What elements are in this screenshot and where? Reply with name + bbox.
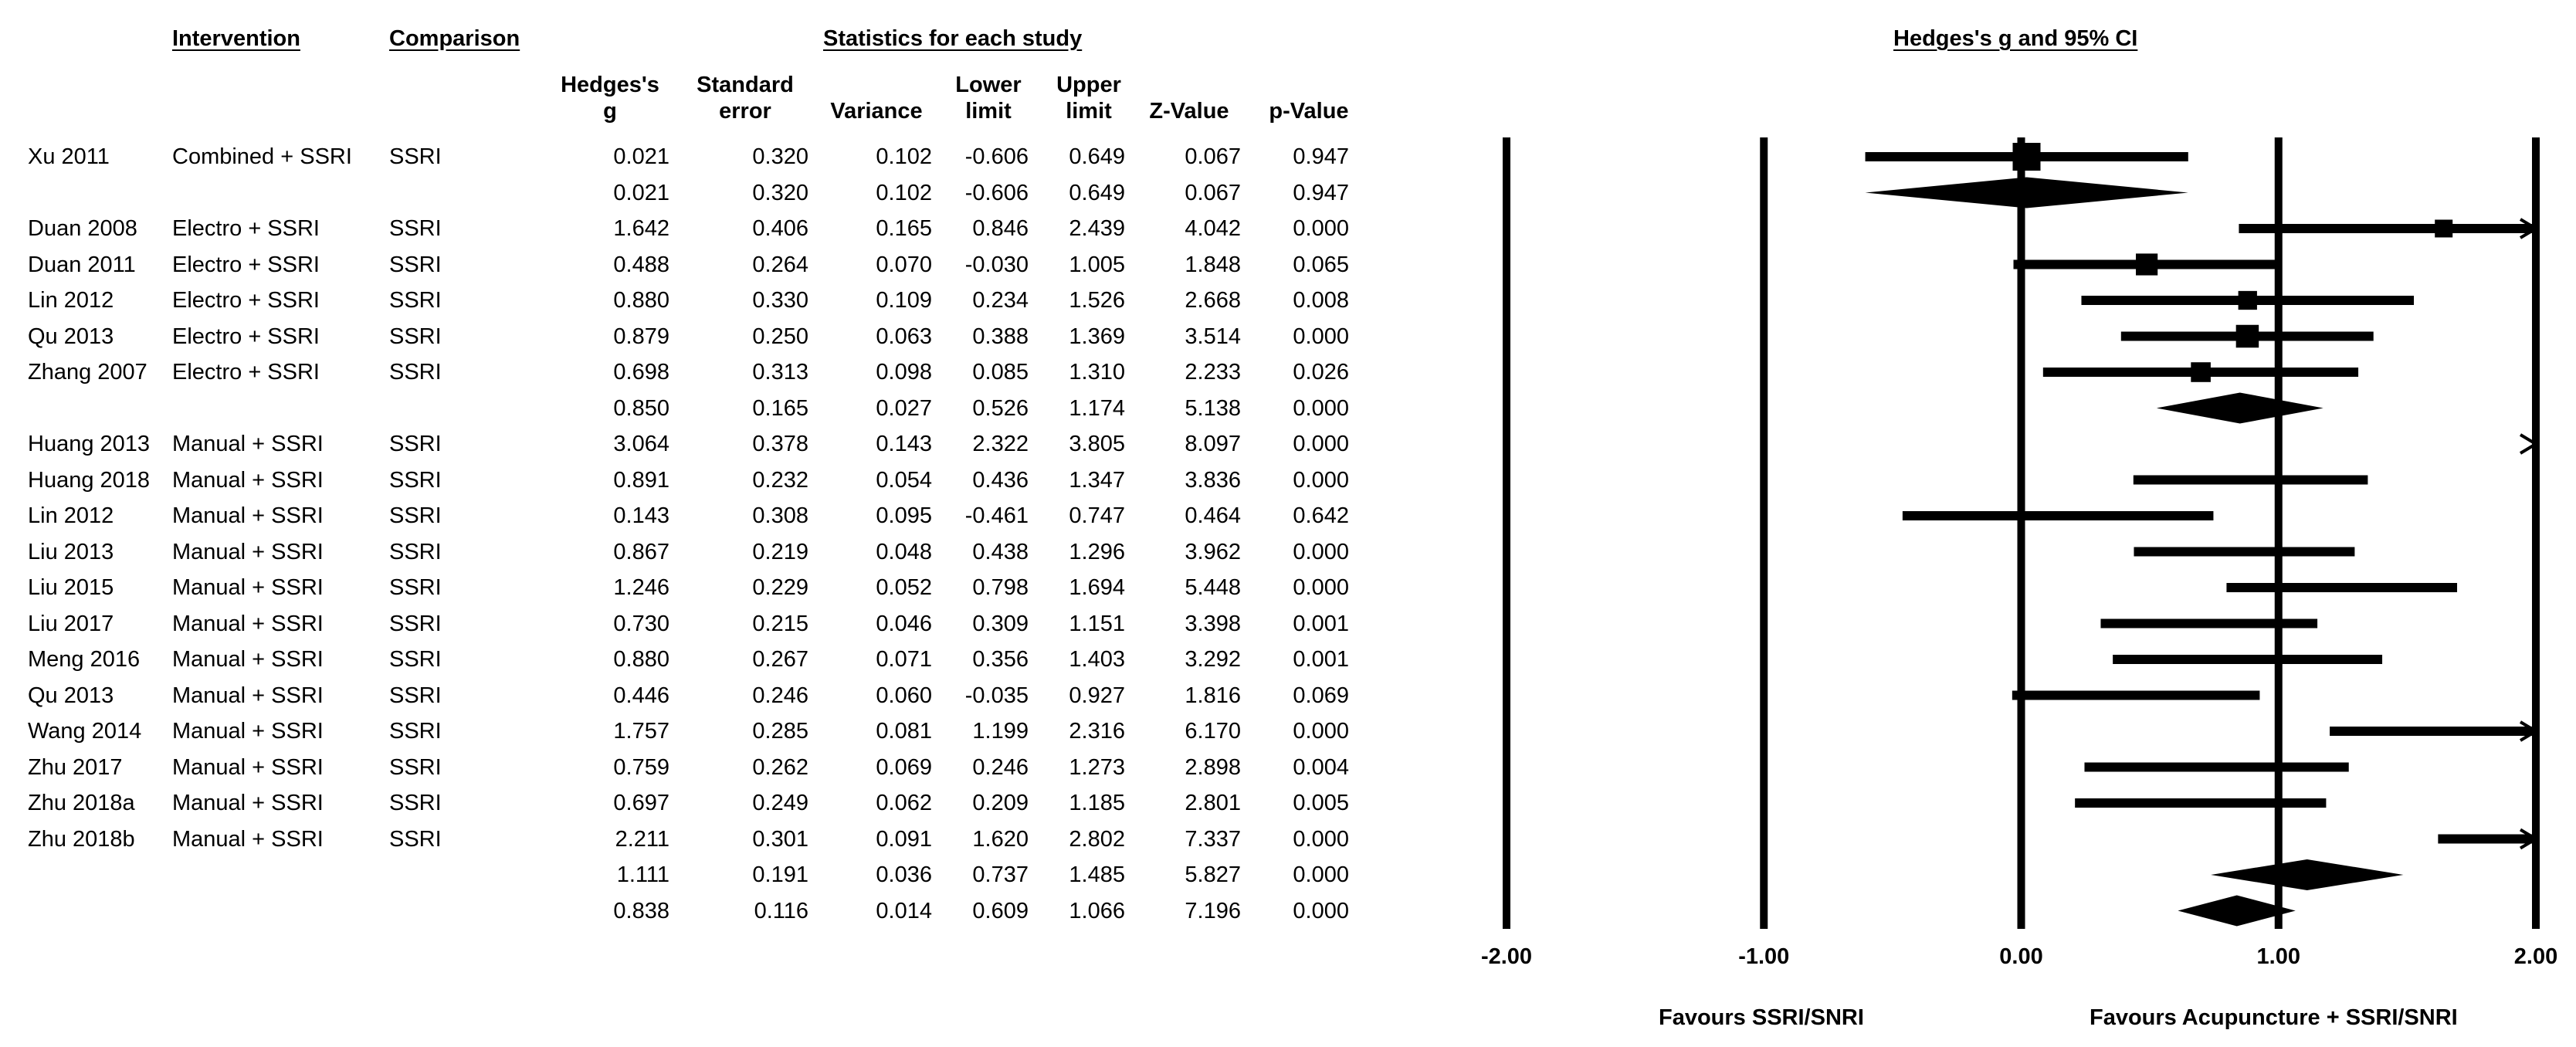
upper-limit-cell: 1.694	[1069, 575, 1125, 600]
upper-limit-cell: 1.485	[1069, 862, 1125, 887]
standard-error-cell: 0.301	[752, 826, 808, 852]
z-value-cell: 1.848	[1185, 252, 1241, 277]
z-value-cell: 2.898	[1185, 754, 1241, 780]
intervention-cell: Electro + SSRI	[172, 288, 320, 313]
p-value-cell: 0.026	[1293, 360, 1349, 385]
p-value-cell: 0.947	[1293, 144, 1349, 169]
upper-limit-cell: 1.526	[1069, 288, 1125, 313]
point-estimate-square	[2239, 291, 2257, 310]
column-header-z-value: Z-Value	[1149, 99, 1229, 124]
upper-limit-cell: 1.347	[1069, 467, 1125, 493]
variance-cell: 0.102	[876, 180, 932, 205]
intervention-cell: Manual + SSRI	[172, 467, 324, 493]
lower-limit-cell: -0.035	[964, 683, 1029, 708]
p-value-cell: 0.069	[1293, 683, 1349, 708]
standard-error-cell: 0.320	[752, 180, 808, 205]
variance-cell: 0.063	[876, 324, 932, 349]
standard-error-cell: 0.249	[752, 791, 808, 815]
intervention-cell: Electro + SSRI	[172, 324, 320, 349]
column-header-variance: Variance	[830, 99, 923, 124]
z-value-cell: 0.067	[1185, 144, 1241, 169]
x-tick-label: 1.00	[2256, 944, 2300, 969]
header-intervention: Intervention	[172, 26, 300, 51]
upper-limit-cell: 0.747	[1069, 503, 1125, 528]
variance-cell: 0.048	[876, 539, 932, 564]
variance-cell: 0.069	[876, 754, 932, 780]
p-value-cell: 0.000	[1293, 862, 1349, 887]
study-name: Meng 2016	[28, 647, 141, 672]
ci-arrow	[2520, 435, 2536, 453]
z-value-cell: 3.836	[1185, 467, 1241, 493]
comparison-cell: SSRI	[389, 288, 442, 313]
standard-error-cell: 0.330	[752, 288, 808, 313]
standard-error-cell: 0.285	[752, 719, 808, 744]
upper-limit-cell: 1.185	[1069, 791, 1125, 815]
lower-limit-cell: 0.438	[972, 539, 1029, 564]
standard-error-cell: 0.320	[752, 144, 808, 169]
upper-limit-cell: 0.649	[1069, 180, 1125, 205]
summary-diamond	[2211, 859, 2403, 890]
hedges-g-cell: 0.880	[613, 647, 669, 672]
hedges-g-cell: 0.446	[613, 683, 669, 708]
standard-error-cell: 0.378	[752, 432, 808, 456]
intervention-cell: Manual + SSRI	[172, 683, 324, 708]
standard-error-cell: 0.219	[752, 539, 808, 564]
standard-error-cell: 0.191	[752, 862, 808, 887]
p-value-cell: 0.065	[1293, 252, 1349, 277]
hedges-g-cell: 1.246	[613, 575, 669, 600]
z-value-cell: 1.816	[1185, 683, 1241, 708]
variance-cell: 0.014	[876, 898, 932, 923]
hedges-g-cell: 0.697	[613, 791, 669, 815]
lower-limit-cell: 0.309	[972, 611, 1029, 636]
intervention-cell: Combined + SSRI	[172, 144, 352, 169]
intervention-cell: Manual + SSRI	[172, 611, 324, 636]
p-value-cell: 0.000	[1293, 826, 1349, 852]
comparison-cell: SSRI	[389, 826, 442, 852]
x-tick-label: -2.00	[1480, 944, 1533, 969]
study-name: Liu 2013	[28, 539, 114, 564]
z-value-cell: 3.962	[1185, 539, 1241, 564]
z-value-cell: 0.067	[1185, 180, 1241, 205]
lower-limit-cell: 1.620	[972, 826, 1029, 852]
standard-error-cell: 0.406	[752, 216, 808, 241]
header-comparison: Comparison	[389, 26, 520, 51]
lower-limit-cell: 0.846	[972, 216, 1029, 241]
variance-cell: 0.046	[876, 611, 932, 636]
upper-limit-cell: 1.151	[1069, 611, 1125, 636]
comparison-cell: SSRI	[389, 216, 442, 241]
p-value-cell: 0.005	[1293, 791, 1349, 815]
column-header-line: Lower	[955, 73, 1022, 97]
standard-error-cell: 0.262	[752, 754, 808, 780]
variance-cell: 0.052	[876, 575, 932, 600]
lower-limit-cell: 0.388	[972, 324, 1029, 349]
standard-error-cell: 0.116	[754, 898, 808, 923]
point-estimate-square	[2191, 362, 2211, 382]
upper-limit-cell: 1.369	[1069, 324, 1125, 349]
column-header-line: Hedges's	[561, 73, 659, 97]
hedges-g-cell: 0.698	[613, 360, 669, 385]
study-name: Lin 2012	[28, 288, 114, 313]
p-value-cell: 0.001	[1293, 647, 1349, 672]
lower-limit-cell: 0.609	[972, 898, 1029, 923]
intervention-cell: Electro + SSRI	[172, 360, 320, 385]
z-value-cell: 5.138	[1185, 395, 1241, 421]
intervention-cell: Electro + SSRI	[172, 216, 320, 241]
study-name: Huang 2013	[28, 432, 151, 456]
column-header-standard-error	[676, 72, 815, 124]
comparison-cell: SSRI	[389, 575, 442, 600]
upper-limit-cell: 1.296	[1069, 539, 1125, 564]
lower-limit-cell: 0.085	[972, 360, 1029, 385]
hedges-g-cell: 2.211	[615, 826, 669, 852]
study-name: Wang 2014	[28, 719, 142, 744]
study-name: Huang 2018	[28, 467, 151, 493]
hedges-g-cell: 1.757	[613, 719, 669, 744]
variance-cell: 0.062	[876, 791, 932, 815]
comparison-cell: SSRI	[389, 144, 442, 169]
hedges-g-cell: 1.111	[616, 862, 669, 887]
upper-limit-cell: 2.802	[1069, 826, 1125, 852]
variance-cell: 0.071	[876, 647, 932, 672]
p-value-cell: 0.000	[1293, 432, 1349, 456]
z-value-cell: 5.448	[1185, 575, 1241, 600]
standard-error-cell: 0.250	[752, 324, 808, 349]
p-value-cell: 0.000	[1293, 216, 1349, 241]
variance-cell: 0.109	[876, 288, 932, 313]
z-value-cell: 2.801	[1185, 791, 1241, 815]
intervention-cell: Manual + SSRI	[172, 647, 324, 672]
hedges-g-cell: 0.879	[613, 324, 669, 349]
study-name: Liu 2017	[28, 611, 114, 636]
variance-cell: 0.091	[876, 826, 932, 852]
column-header-line: Standard	[697, 73, 794, 97]
standard-error-cell: 0.313	[752, 360, 808, 385]
upper-limit-cell: 1.310	[1069, 360, 1125, 385]
study-name: Zhang 2007	[28, 360, 147, 385]
upper-limit-cell: 1.403	[1069, 647, 1125, 672]
lower-limit-cell: -0.606	[964, 180, 1029, 205]
study-name: Zhu 2018a	[28, 791, 135, 815]
column-header-line: limit	[965, 99, 1012, 124]
lower-limit-cell: -0.606	[964, 144, 1029, 169]
study-name: Qu 2013	[28, 324, 114, 349]
p-value-cell: 0.000	[1293, 575, 1349, 600]
z-value-cell: 5.827	[1185, 862, 1241, 887]
p-value-cell: 0.004	[1293, 754, 1349, 780]
study-name: Zhu 2017	[28, 754, 123, 780]
comparison-cell: SSRI	[389, 539, 442, 564]
standard-error-cell: 0.264	[752, 252, 808, 277]
lower-limit-cell: 2.322	[972, 432, 1029, 456]
lower-limit-cell: 0.209	[972, 791, 1029, 815]
hedges-g-cell: 0.880	[613, 288, 669, 313]
column-header-line: limit	[1066, 99, 1112, 124]
comparison-cell: SSRI	[389, 791, 442, 815]
z-value-cell: 2.233	[1185, 360, 1241, 385]
p-value-cell: 0.000	[1293, 539, 1349, 564]
hedges-g-cell: 0.838	[613, 898, 669, 923]
hedges-g-cell: 0.021	[613, 180, 669, 205]
hedges-g-cell: 0.021	[613, 144, 669, 169]
point-estimate-square	[2012, 143, 2040, 171]
upper-limit-cell: 3.805	[1069, 432, 1125, 456]
comparison-cell: SSRI	[389, 611, 442, 636]
intervention-cell: Manual + SSRI	[172, 754, 324, 780]
hedges-g-cell: 0.891	[613, 467, 669, 493]
standard-error-cell: 0.165	[752, 395, 808, 421]
variance-cell: 0.098	[876, 360, 932, 385]
favours-left-label: Favours SSRI/SNRI	[1659, 1005, 1864, 1030]
comparison-cell: SSRI	[389, 467, 442, 493]
study-name: Liu 2015	[28, 575, 114, 600]
intervention-cell: Manual + SSRI	[172, 826, 324, 852]
z-value-cell: 3.398	[1185, 611, 1241, 636]
plot-title: Hedges's g and 95% CI	[1893, 26, 2138, 51]
hedges-g-cell: 0.867	[613, 539, 669, 564]
x-tick-label: -1.00	[1738, 944, 1790, 969]
z-value-cell: 3.292	[1185, 647, 1241, 672]
summary-diamond	[2178, 896, 2295, 927]
standard-error-cell: 0.232	[752, 467, 808, 493]
standard-error-cell: 0.229	[752, 575, 808, 600]
hedges-g-cell: 0.759	[613, 754, 669, 780]
standard-error-cell: 0.215	[752, 611, 808, 636]
p-value-cell: 0.000	[1293, 324, 1349, 349]
upper-limit-cell: 1.273	[1069, 754, 1125, 780]
z-value-cell: 7.337	[1185, 826, 1241, 852]
z-value-cell: 8.097	[1185, 432, 1241, 456]
variance-cell: 0.060	[876, 683, 932, 708]
intervention-cell: Electro + SSRI	[172, 252, 320, 277]
study-name: Qu 2013	[28, 683, 114, 708]
comparison-cell: SSRI	[389, 754, 442, 780]
p-value-cell: 0.000	[1293, 719, 1349, 744]
z-value-cell: 0.464	[1185, 503, 1241, 528]
favours-right-label: Favours Acupuncture + SSRI/SNRI	[2090, 1005, 2458, 1030]
study-name: Xu 2011	[28, 144, 110, 169]
column-header-p-value: p-Value	[1269, 99, 1349, 124]
x-tick-label: 0.00	[1999, 944, 2043, 969]
standard-error-cell: 0.267	[752, 647, 808, 672]
z-value-cell: 7.196	[1185, 898, 1241, 923]
upper-limit-cell: 1.005	[1069, 252, 1125, 277]
summary-diamond	[2157, 393, 2323, 424]
intervention-cell: Manual + SSRI	[172, 432, 324, 456]
z-value-cell: 3.514	[1185, 324, 1241, 349]
lower-limit-cell: 1.199	[972, 719, 1029, 744]
hedges-g-cell: 3.064	[613, 432, 669, 456]
variance-cell: 0.054	[876, 467, 932, 493]
variance-cell: 0.095	[876, 503, 932, 528]
p-value-cell: 0.947	[1293, 180, 1349, 205]
comparison-cell: SSRI	[389, 503, 442, 528]
upper-limit-cell: 0.927	[1069, 683, 1125, 708]
lower-limit-cell: 0.436	[972, 467, 1029, 493]
variance-cell: 0.102	[876, 144, 932, 169]
column-header-line: Upper	[1056, 73, 1121, 97]
intervention-cell: Manual + SSRI	[172, 539, 324, 564]
study-name: Lin 2012	[28, 503, 114, 528]
ci-arrow	[2520, 722, 2536, 740]
lower-limit-cell: -0.030	[964, 252, 1029, 277]
standard-error-cell: 0.308	[752, 503, 808, 528]
intervention-cell: Manual + SSRI	[172, 719, 324, 744]
p-value-cell: 0.000	[1293, 395, 1349, 421]
p-value-cell: 0.000	[1293, 467, 1349, 493]
z-value-cell: 4.042	[1185, 216, 1241, 241]
p-value-cell: 0.001	[1293, 611, 1349, 636]
comparison-cell: SSRI	[389, 252, 442, 277]
variance-cell: 0.165	[876, 216, 932, 241]
lower-limit-cell: -0.461	[964, 503, 1029, 528]
point-estimate-square	[2136, 253, 2157, 275]
comparison-cell: SSRI	[389, 683, 442, 708]
upper-limit-cell: 0.649	[1069, 144, 1125, 169]
study-name: Zhu 2018b	[28, 826, 135, 852]
variance-cell: 0.036	[876, 862, 932, 887]
lower-limit-cell: 0.234	[972, 288, 1029, 313]
upper-limit-cell: 1.066	[1069, 898, 1125, 923]
study-name: Duan 2008	[28, 216, 137, 241]
intervention-cell: Manual + SSRI	[172, 575, 324, 600]
standard-error-cell: 0.246	[752, 683, 808, 708]
z-value-cell: 6.170	[1185, 719, 1241, 744]
point-estimate-square	[2435, 220, 2452, 238]
column-header-hedges-g	[541, 72, 680, 124]
lower-limit-cell: 0.526	[972, 395, 1029, 421]
header-statistics-group: Statistics for each study	[823, 26, 1083, 51]
lower-limit-cell: 0.356	[972, 647, 1029, 672]
variance-cell: 0.081	[876, 719, 932, 744]
ci-arrow	[2520, 830, 2536, 849]
comparison-cell: SSRI	[389, 360, 442, 385]
ci-arrow	[2520, 219, 2536, 238]
lower-limit-cell: 0.737	[972, 862, 1029, 887]
x-tick-label: 2.00	[2513, 944, 2558, 969]
study-name: Duan 2011	[28, 252, 136, 277]
variance-cell: 0.027	[876, 395, 932, 421]
intervention-cell: Manual + SSRI	[172, 503, 324, 528]
variance-cell: 0.143	[876, 432, 932, 456]
hedges-g-cell: 0.850	[613, 395, 669, 421]
column-header-line: g	[603, 99, 617, 124]
p-value-cell: 0.008	[1293, 288, 1349, 313]
point-estimate-square	[2236, 325, 2259, 348]
upper-limit-cell: 2.316	[1069, 719, 1125, 744]
hedges-g-cell: 0.730	[613, 611, 669, 636]
comparison-cell: SSRI	[389, 719, 442, 744]
lower-limit-cell: 0.246	[972, 754, 1029, 780]
intervention-cell: Manual + SSRI	[172, 791, 324, 815]
z-value-cell: 2.668	[1185, 288, 1241, 313]
summary-diamond	[1866, 178, 2188, 208]
hedges-g-cell: 0.488	[613, 252, 669, 277]
lower-limit-cell: 0.798	[972, 575, 1029, 600]
comparison-cell: SSRI	[389, 647, 442, 672]
comparison-cell: SSRI	[389, 324, 442, 349]
hedges-g-cell: 1.642	[613, 216, 669, 241]
upper-limit-cell: 1.174	[1069, 395, 1125, 421]
upper-limit-cell: 2.439	[1069, 216, 1125, 241]
variance-cell: 0.070	[876, 252, 932, 277]
p-value-cell: 0.000	[1293, 898, 1349, 923]
comparison-cell: SSRI	[389, 432, 442, 456]
column-header-line: error	[719, 99, 771, 124]
p-value-cell: 0.642	[1293, 503, 1349, 528]
hedges-g-cell: 0.143	[613, 503, 669, 528]
